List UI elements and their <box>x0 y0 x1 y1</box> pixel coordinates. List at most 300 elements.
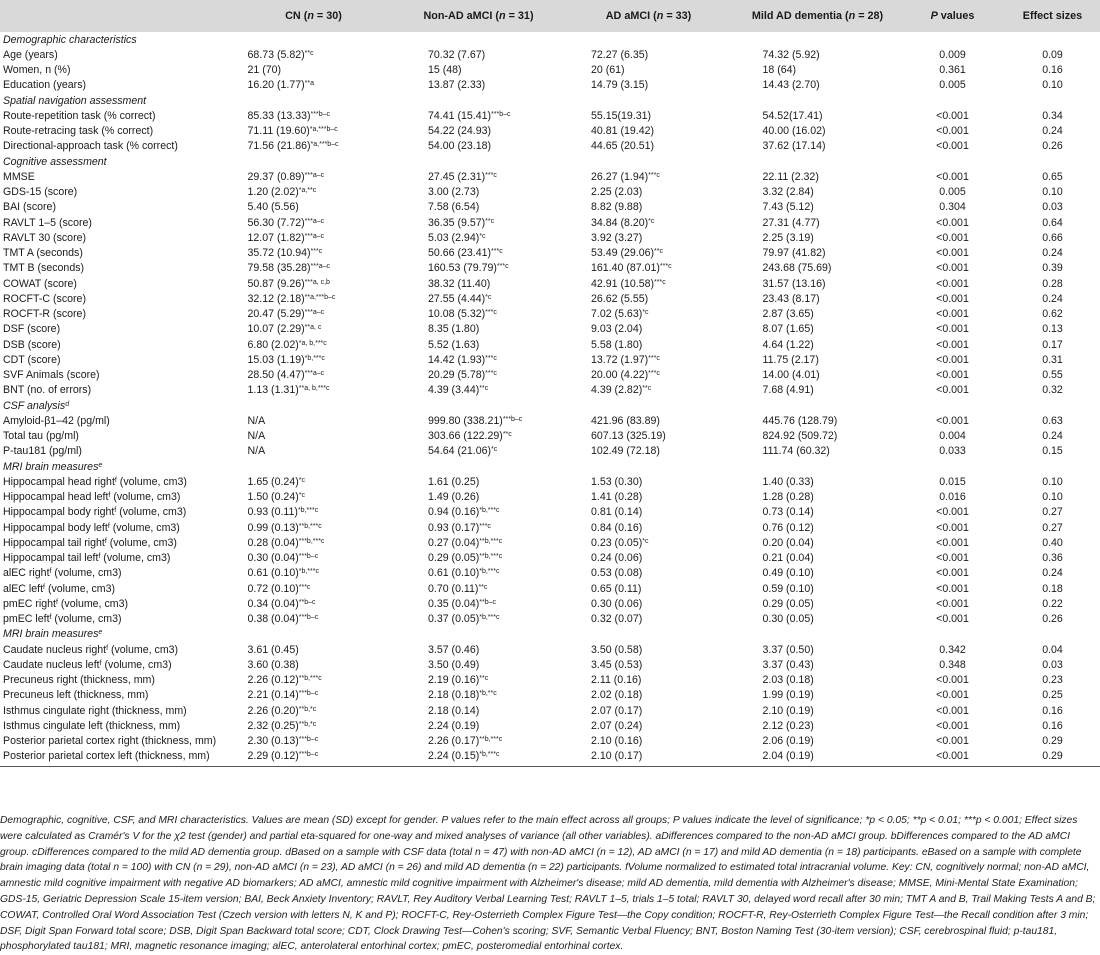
cell-ad-amci-wrap <box>591 125 706 137</box>
cell-p-value: <0.001 <box>936 323 969 336</box>
cell-ad-amci-wrap <box>591 369 706 381</box>
cell-cn-value: 6.80 (2.02) <box>247 338 299 351</box>
cell-ad-amci-value: 4.39 (2.82) <box>591 384 643 397</box>
cell-mild-ad-dementia <box>732 535 900 550</box>
cell-ad-amci-value: 20.00 (4.22) <box>591 369 649 382</box>
table-bottom-rule <box>0 766 1100 767</box>
cell-ad-amci-wrap <box>591 598 706 610</box>
cell-cn-wrap <box>248 217 380 229</box>
cell-non-ad-amci-wrap <box>392 720 479 732</box>
cell-cn-value: 0.61 (0.10) <box>247 567 299 580</box>
cell-non-ad-amci-wrap <box>392 247 503 259</box>
row-label-unit: (volume, cm3) <box>100 552 171 565</box>
cell-ad-amci-value: 26.27 (1.94) <box>591 170 649 183</box>
cell-p-value: <0.001 <box>936 582 969 595</box>
cell-non-ad-amci-value: 14.42 (1.93) <box>428 353 486 366</box>
row-label-unit: (volume, cm3) <box>109 521 180 534</box>
row-label-text: CDT (score) <box>3 353 61 366</box>
row-label <box>0 322 232 337</box>
cell-p-value: 0.015 <box>939 475 966 488</box>
section-title <box>0 154 1100 169</box>
cell-mild-ad-dementia <box>732 612 900 627</box>
cell-p-value: <0.001 <box>936 567 969 580</box>
cell-non-ad-amci-wrap <box>392 140 491 152</box>
significance-superscript: *b,***c <box>479 751 500 759</box>
cell-non-ad-amci-wrap <box>392 262 509 274</box>
cell-mild-ad-dementia <box>732 566 900 581</box>
cell-mild-ad-dementia-wrap <box>763 567 873 579</box>
significance-superscript: *b,***c <box>479 614 500 622</box>
significance-superscript: ***a–c <box>304 171 325 179</box>
significance-superscript: *c <box>485 293 492 301</box>
row-label <box>0 749 232 764</box>
section-row <box>0 32 1100 47</box>
cell-cn <box>232 47 392 62</box>
cell-ad-amci-wrap <box>591 705 706 717</box>
table-row <box>0 200 1100 215</box>
cell-non-ad-amci <box>392 124 562 139</box>
cell-non-ad-amci-value: 0.61 (0.10) <box>428 567 480 580</box>
cell-ad-amci-wrap <box>591 186 706 198</box>
cell-mild-ad-dementia-value: 14.00 (4.01) <box>762 369 820 382</box>
cell-non-ad-amci-wrap <box>392 415 522 427</box>
row-label <box>0 490 232 505</box>
cell-p-value: 0.033 <box>939 445 966 458</box>
cell-mild-ad-dementia <box>732 63 900 78</box>
cell-cn-wrap <box>248 537 380 549</box>
table-row <box>0 734 1100 749</box>
cell-non-ad-amci-value: 0.94 (0.16) <box>428 506 480 519</box>
cell-effect-size: 0.09 <box>1042 48 1063 61</box>
cell-mild-ad-dementia-wrap <box>763 49 873 61</box>
cell-ad-amci-value: 20 (61) <box>591 64 625 77</box>
significance-superscript: f <box>114 476 117 484</box>
cell-non-ad-amci-value: 50.66 (23.41) <box>428 247 492 260</box>
cell-p-value: <0.001 <box>936 597 969 610</box>
row-label <box>0 383 232 398</box>
significance-superscript: *a,***b–c <box>310 141 339 149</box>
cell-p-value: <0.001 <box>936 140 969 153</box>
cell-cn-wrap <box>248 720 380 732</box>
cell-ad-amci-value: 34.84 (8.20) <box>591 216 649 229</box>
cell-cn-value: 71.56 (21.86) <box>247 140 311 153</box>
table-row <box>0 230 1100 245</box>
cell-cn-wrap <box>248 689 380 701</box>
cell-non-ad-amci <box>392 307 562 322</box>
cell-cn-wrap <box>248 735 380 747</box>
cell-non-ad-amci-value: 999.80 (338.21) <box>428 414 503 427</box>
cell-cn-value: 15.03 (1.19) <box>247 353 305 366</box>
row-label-unit: (volume, cm3) <box>106 536 177 549</box>
cell-ad-amci-value: 2.25 (2.03) <box>591 186 643 199</box>
row-label-unit: (volume, cm3) <box>110 491 181 504</box>
significance-superscript: ***b–c <box>502 415 523 423</box>
significance-superscript: **b,***c <box>298 522 322 530</box>
cell-ad-amci <box>562 108 732 123</box>
cell-mild-ad-dementia-value: 2.03 (0.18) <box>762 674 814 687</box>
row-label-text: Isthmus cingulate left (thickness, mm) <box>3 719 181 732</box>
header-non-ad-amci: Non-AD aMCI (n = 31) <box>423 10 534 22</box>
cell-mild-ad-dementia <box>732 413 900 428</box>
cell-non-ad-amci <box>392 291 562 306</box>
cell-mild-ad-dementia <box>732 47 900 62</box>
cell-cn-wrap <box>248 705 380 717</box>
cell-mild-ad-dementia <box>732 749 900 764</box>
cell-mild-ad-dementia-wrap <box>763 537 873 549</box>
cell-ad-amci-value: 13.72 (1.97) <box>591 353 649 366</box>
significance-superscript: ***c <box>491 248 503 256</box>
cell-ad-amci-wrap <box>591 735 706 747</box>
significance-superscript: f <box>98 553 101 561</box>
cell-non-ad-amci-wrap <box>392 705 479 717</box>
cell-non-ad-amci-value: 4.39 (3.44) <box>428 384 480 397</box>
significance-superscript: **a,***b–c <box>304 293 336 301</box>
row-label <box>0 352 232 367</box>
cell-p-value: <0.001 <box>936 216 969 229</box>
cell-non-ad-amci-wrap <box>392 384 488 396</box>
cell-ad-amci <box>562 185 732 200</box>
cell-mild-ad-dementia-wrap <box>763 613 873 625</box>
cell-mild-ad-dementia <box>732 718 900 733</box>
cell-cn <box>232 276 392 291</box>
table-row <box>0 749 1100 764</box>
row-label-unit: (volume, cm3) <box>116 506 187 519</box>
row-label <box>0 444 232 459</box>
cell-ad-amci <box>562 215 732 230</box>
row-label-text: pmEC left <box>3 613 50 626</box>
cell-p-value: <0.001 <box>936 277 969 290</box>
cell-mild-ad-dementia <box>732 642 900 657</box>
cell-mild-ad-dementia-value: 2.10 (0.19) <box>762 704 814 717</box>
row-label-text: Hippocampal tail left <box>3 552 99 565</box>
cell-non-ad-amci <box>392 551 562 566</box>
cell-non-ad-amci <box>392 276 562 291</box>
row-label-unit: (volume, cm3) <box>116 475 187 488</box>
cell-ad-amci-wrap <box>591 750 706 762</box>
cell-cn-wrap <box>248 659 380 671</box>
cell-ad-amci <box>562 642 732 657</box>
cell-ad-amci-wrap <box>591 247 706 259</box>
section-row <box>0 154 1100 169</box>
significance-superscript: f <box>107 522 110 530</box>
table-row <box>0 215 1100 230</box>
row-label-text: Directional-approach task (% correct) <box>3 140 178 153</box>
significance-superscript: **b,***c <box>298 675 322 683</box>
cell-mild-ad-dementia-wrap <box>763 339 873 351</box>
cell-ad-amci-value: 3.50 (0.58) <box>591 643 643 656</box>
cell-effect-size: 0.28 <box>1042 277 1063 290</box>
cell-non-ad-amci-wrap <box>392 491 479 503</box>
significance-superscript: **c <box>478 583 488 591</box>
cell-non-ad-amci-wrap <box>392 476 479 488</box>
significance-superscript: ***c <box>485 309 497 317</box>
cell-ad-amci-value: 421.96 (83.89) <box>591 414 660 427</box>
cell-non-ad-amci <box>392 185 562 200</box>
cell-cn-wrap <box>248 476 380 488</box>
table-row <box>0 444 1100 459</box>
cell-ad-amci-wrap <box>591 445 706 457</box>
cell-non-ad-amci-value: 70.32 (7.67) <box>428 48 486 61</box>
cell-mild-ad-dementia-value: 2.04 (0.19) <box>762 750 814 763</box>
cell-ad-amci-value: 2.11 (0.16) <box>591 674 642 687</box>
cell-non-ad-amci-value: 54.00 (23.18) <box>428 140 492 153</box>
row-label-text: TMT B (seconds) <box>3 262 85 275</box>
cell-p-value: <0.001 <box>936 750 969 763</box>
cell-cn-value: 1.13 (1.31) <box>247 384 299 397</box>
cell-cn-value: 20.47 (5.29) <box>247 308 305 321</box>
cell-cn <box>232 185 392 200</box>
cell-ad-amci <box>562 230 732 245</box>
cell-non-ad-amci <box>392 581 562 596</box>
cell-mild-ad-dementia <box>732 261 900 276</box>
cell-cn-value: 71.11 (19.60) <box>247 125 310 138</box>
cell-cn <box>232 413 392 428</box>
cell-ad-amci <box>562 551 732 566</box>
cell-ad-amci-wrap <box>591 720 706 732</box>
significance-superscript: d <box>65 400 70 408</box>
cell-effect-size: 0.24 <box>1042 292 1063 305</box>
cell-ad-amci-wrap <box>591 262 706 274</box>
cell-ad-amci <box>562 474 732 489</box>
cell-non-ad-amci <box>392 368 562 383</box>
row-label <box>0 291 232 306</box>
cell-non-ad-amci-value: 0.37 (0.05) <box>428 613 480 626</box>
significance-superscript: *b,***c <box>297 507 319 515</box>
cell-cn <box>232 108 392 123</box>
row-label <box>0 230 232 245</box>
cell-effect-size: 0.26 <box>1042 140 1063 153</box>
cell-non-ad-amci-wrap <box>392 217 494 229</box>
cell-cn-value: N/A <box>247 414 266 427</box>
table-row <box>0 612 1100 627</box>
cell-mild-ad-dementia-wrap <box>763 491 873 503</box>
cell-ad-amci <box>562 444 732 459</box>
cell-ad-amci <box>562 596 732 611</box>
cell-effect-size: 0.29 <box>1042 750 1063 763</box>
cell-cn-value: 29.37 (0.89) <box>247 170 305 183</box>
row-label <box>0 139 232 154</box>
cell-ad-amci-value: 55.15(19.31) <box>591 109 652 122</box>
cell-mild-ad-dementia-wrap <box>763 659 873 671</box>
row-label-text: pmEC right <box>3 597 56 610</box>
cell-mild-ad-dementia-value: 1.28 (0.28) <box>762 491 814 504</box>
table-row <box>0 276 1100 291</box>
row-label-text: BNT (no. of errors) <box>3 384 92 397</box>
cell-non-ad-amci-value: 1.61 (0.25) <box>428 475 480 488</box>
row-label <box>0 215 232 230</box>
table-row <box>0 596 1100 611</box>
cell-cn-value: 35.72 (10.94) <box>247 247 311 260</box>
row-label-text: Caudate nucleus right <box>3 643 107 656</box>
cell-mild-ad-dementia-value: 2.06 (0.19) <box>762 735 814 748</box>
cell-p-value: <0.001 <box>936 338 969 351</box>
cell-cn-wrap <box>248 415 380 427</box>
cell-mild-ad-dementia <box>732 352 900 367</box>
cell-mild-ad-dementia-value: 0.76 (0.12) <box>762 521 814 534</box>
cell-p-value: 0.342 <box>939 643 966 656</box>
cell-non-ad-amci-value: 3.57 (0.46) <box>428 643 480 656</box>
cell-p-value: <0.001 <box>936 414 969 427</box>
cell-cn <box>232 200 392 215</box>
cell-non-ad-amci-wrap <box>392 293 491 305</box>
cell-mild-ad-dementia-wrap <box>763 522 873 534</box>
significance-superscript: ***a–c <box>310 263 330 271</box>
cell-ad-amci-value: 1.53 (0.30) <box>591 475 643 488</box>
cell-ad-amci-value: 44.65 (20.51) <box>591 140 655 153</box>
row-label <box>0 78 232 93</box>
significance-superscript: ***b–c <box>310 110 330 118</box>
cell-effect-size: 0.25 <box>1042 689 1063 702</box>
cell-ad-amci-value: 1.41 (0.28) <box>591 491 643 504</box>
cell-mild-ad-dementia-value: 1.40 (0.33) <box>762 475 814 488</box>
section-row <box>0 627 1100 642</box>
significance-superscript: ***c <box>648 354 660 362</box>
significance-superscript: *a,**c <box>298 187 317 195</box>
cell-cn <box>232 307 392 322</box>
cell-effect-size: 0.65 <box>1042 170 1063 183</box>
significance-superscript: ***c <box>654 278 666 286</box>
cell-non-ad-amci-value: 0.93 (0.17) <box>428 521 480 534</box>
cell-ad-amci <box>562 291 732 306</box>
cell-non-ad-amci-wrap <box>392 445 497 457</box>
cell-p-value: <0.001 <box>936 735 969 748</box>
cell-mild-ad-dementia <box>732 215 900 230</box>
cell-ad-amci <box>562 200 732 215</box>
cell-non-ad-amci <box>392 566 562 581</box>
cell-ad-amci <box>562 47 732 62</box>
cell-ad-amci-value: 26.62 (5.55) <box>591 292 649 305</box>
cell-ad-amci <box>562 246 732 261</box>
table-row <box>0 78 1100 93</box>
cell-ad-amci <box>562 490 732 505</box>
cell-non-ad-amci-value: 27.55 (4.44) <box>428 292 486 305</box>
significance-superscript: **b–c <box>479 598 496 606</box>
significance-superscript: ***c <box>485 370 497 378</box>
cell-cn-wrap <box>248 369 380 381</box>
cell-cn-wrap <box>248 644 380 656</box>
row-label <box>0 307 232 322</box>
cell-cn-value: 50.87 (9.26) <box>247 277 305 290</box>
cell-effect-size: 0.39 <box>1042 262 1063 275</box>
cell-cn-wrap <box>248 339 380 351</box>
cell-non-ad-amci-value: 3.50 (0.49) <box>428 658 480 671</box>
significance-superscript: *c <box>642 537 649 545</box>
row-label-text: Route-repetition task (% correct) <box>3 109 156 122</box>
cell-non-ad-amci <box>392 535 562 550</box>
cell-cn-value: 3.61 (0.45) <box>247 643 299 656</box>
cell-non-ad-amci-wrap <box>392 735 502 747</box>
cell-non-ad-amci-wrap <box>392 430 512 442</box>
cell-mild-ad-dementia-value: 0.29 (0.05) <box>762 597 814 610</box>
significance-superscript: **a, c <box>304 324 322 332</box>
cell-cn-value: 2.29 (0.12) <box>247 750 299 763</box>
cell-cn-value: 79.58 (35.28) <box>247 262 311 275</box>
cell-mild-ad-dementia <box>732 169 900 184</box>
cell-non-ad-amci-value: 303.66 (122.29) <box>428 430 503 443</box>
cell-mild-ad-dementia-value: 54.52(17.41) <box>762 109 823 122</box>
row-label <box>0 505 232 520</box>
cell-effect-size: 0.24 <box>1042 125 1063 138</box>
cell-non-ad-amci-wrap <box>392 659 479 671</box>
cell-cn <box>232 261 392 276</box>
cell-non-ad-amci-wrap <box>392 552 502 564</box>
cell-non-ad-amci-wrap <box>392 354 497 366</box>
cell-non-ad-amci-value: 2.24 (0.15) <box>428 750 480 763</box>
cell-ad-amci-value: 0.30 (0.06) <box>591 597 643 610</box>
cell-ad-amci <box>562 78 732 93</box>
cell-mild-ad-dementia-value: 79.97 (41.82) <box>762 247 826 260</box>
cell-cn-value: 3.60 (0.38) <box>247 658 299 671</box>
row-label-text: COWAT (score) <box>3 277 77 290</box>
cell-non-ad-amci-value: 7.58 (6.54) <box>428 201 480 214</box>
cell-effect-size: 0.36 <box>1042 552 1063 565</box>
cell-non-ad-amci <box>392 230 562 245</box>
cell-effect-size: 0.24 <box>1042 430 1063 443</box>
table-row <box>0 429 1100 444</box>
cell-ad-amci-wrap <box>591 110 706 122</box>
cell-ad-amci-value: 102.49 (72.18) <box>591 445 660 458</box>
cell-ad-amci-wrap <box>591 506 706 518</box>
cell-cn <box>232 352 392 367</box>
cell-mild-ad-dementia <box>732 505 900 520</box>
row-label-text: SVF Animals (score) <box>3 369 100 382</box>
cell-non-ad-amci <box>392 657 562 672</box>
cell-non-ad-amci-value: 2.19 (0.16) <box>428 674 480 687</box>
row-label-text: Education (years) <box>3 79 87 92</box>
cell-ad-amci <box>562 581 732 596</box>
row-label <box>0 413 232 428</box>
cell-cn-value: 2.32 (0.25) <box>247 719 299 732</box>
significance-superscript: ***b–c <box>491 110 511 118</box>
cell-non-ad-amci-value: 2.26 (0.17) <box>428 735 480 748</box>
section-title-text: Spatial navigation assessment <box>3 94 147 107</box>
cell-ad-amci-wrap <box>591 293 706 305</box>
cell-mild-ad-dementia-wrap <box>763 247 873 259</box>
table-row <box>0 352 1100 367</box>
cell-non-ad-amci-wrap <box>392 308 497 320</box>
cell-non-ad-amci <box>392 444 562 459</box>
cell-ad-amci-value: 0.24 (0.06) <box>591 552 643 565</box>
section-title-text: CSF analysis <box>3 399 66 412</box>
significance-superscript: f <box>104 537 107 545</box>
cell-non-ad-amci-value: 15 (48) <box>428 64 462 77</box>
cell-ad-amci-value: 5.58 (1.80) <box>591 338 643 351</box>
row-label <box>0 657 232 672</box>
row-label <box>0 535 232 550</box>
row-label-unit: (volume, cm3) <box>45 582 116 595</box>
cell-mild-ad-dementia-wrap <box>763 644 873 656</box>
cell-cn-wrap <box>248 308 380 320</box>
row-label-text: MMSE <box>3 170 35 183</box>
table-row <box>0 169 1100 184</box>
row-label-text: Precuneus right (thickness, mm) <box>3 674 155 687</box>
cell-cn-value: 1.65 (0.24) <box>247 475 299 488</box>
cell-cn <box>232 673 392 688</box>
significance-superscript: **c <box>304 49 314 57</box>
row-label-text: Total tau (pg/ml) <box>3 430 79 443</box>
cell-cn-wrap <box>248 750 380 762</box>
cell-ad-amci-value: 14.79 (3.15) <box>591 79 649 92</box>
cell-mild-ad-dementia-value: 7.68 (4.91) <box>762 384 814 397</box>
cell-p-value: <0.001 <box>936 231 969 244</box>
cell-ad-amci-value: 161.40 (87.01) <box>591 262 660 275</box>
cell-non-ad-amci-wrap <box>392 750 499 762</box>
cell-non-ad-amci-wrap <box>392 369 497 381</box>
cell-mild-ad-dementia-value: 1.99 (0.19) <box>762 689 814 702</box>
cell-mild-ad-dementia-value: 23.43 (8.17) <box>762 292 820 305</box>
cell-ad-amci <box>562 520 732 535</box>
significance-superscript: *b,***c <box>304 354 325 362</box>
